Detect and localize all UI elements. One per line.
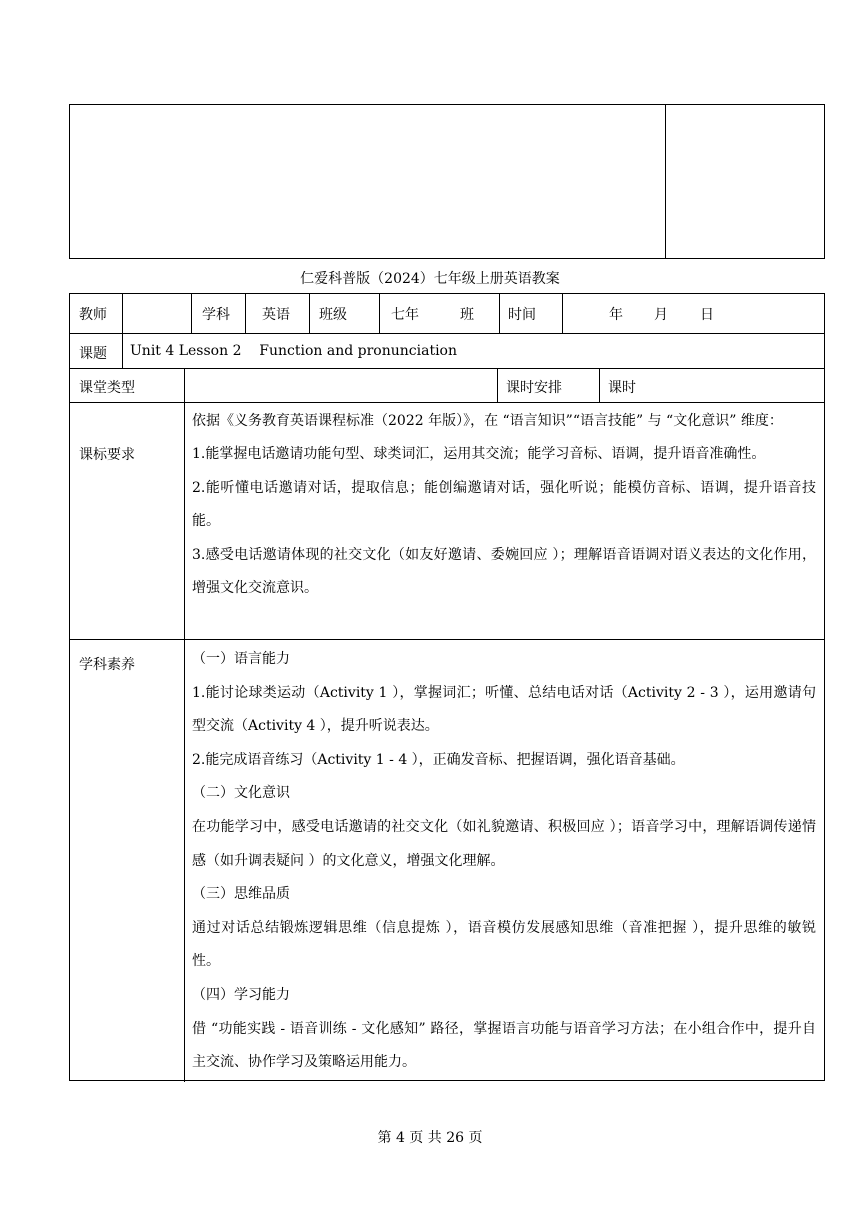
class-suffix: 班 (460, 307, 474, 323)
col-divider (191, 294, 192, 333)
col-divider (497, 368, 498, 402)
lesson-plan-table (69, 293, 825, 1081)
col-divider (122, 333, 123, 368)
literacy-line: 1.能讨论球类运动（Activity 1 ），掌握词汇；听懂、总结电话对话（Activity 2 - 3 ），运用邀请句型交流（Activity 4 ），提升听说表达。 (192, 684, 816, 735)
time-label: 时间 (508, 307, 536, 323)
col-divider (184, 368, 185, 402)
curriculum-line: 3.感受电话邀请体现的社交文化（如友好邀请、委婉回应 ）；理解语音语调对语义表达的文化作用，增强文化交流意识。 (192, 546, 816, 597)
previous-page-table (69, 104, 825, 259)
class-type-label: 课堂类型 (79, 380, 135, 396)
topic-value: Unit 4 Lesson 2 Function and pronunciation (130, 343, 457, 359)
literacy-heading: （一）语言能力 (192, 651, 290, 667)
literacy-line: 借 “功能实践 - 语音训练 - 文化感知” 路径，掌握语言功能与语音学习方法；在小组合作中，提升自主交流、协作学习及策略运用能力。 (192, 1020, 816, 1071)
literacy-heading: （四）学习能力 (192, 986, 290, 1003)
col-divider (562, 294, 563, 333)
month-label: 月 (654, 307, 668, 323)
curriculum-line: 2.能听懂电话邀请对话，提取信息；能创编邀请对话，强化听说；能模仿音标、语调，提升语音技能。 (192, 479, 816, 530)
document-title: 仁爱科普版（2024）七年级上册英语教案 (300, 271, 560, 287)
row-divider (70, 333, 824, 334)
literacy-line: 在功能学习中，感受电话邀请的社交文化（如礼貌邀请、积极回应 ）；语音学习中，理解语调传递情感（如升调表疑问 ）的文化意义，增强文化理解。 (192, 818, 816, 869)
topic-label: 课题 (79, 346, 107, 362)
curriculum-content (192, 405, 816, 605)
literacy-label: 学科素养 (79, 657, 135, 673)
col-divider (499, 294, 500, 333)
literacy-heading: （三）思维品质 (192, 886, 290, 903)
class-label: 班级 (319, 307, 347, 323)
curriculum-label: 课标要求 (79, 447, 135, 463)
literacy-heading: （二）文化意识 (192, 785, 290, 802)
literacy-line: 通过对话总结锻炼逻辑思维（信息提炼 ），语音模仿发展感知思维（音准把握 ），提升思维的敏锐性。 (192, 919, 816, 970)
curriculum-line: 1.能掌握电话邀请功能句型、球类词汇，运用其交流；能学习音标、语调，提升语音准确性。 (192, 446, 766, 463)
literacy-content (192, 643, 816, 1080)
page-footer: 第 4 页 共 26 页 (377, 1130, 483, 1146)
day-label: 日 (700, 307, 714, 323)
schedule-label: 课时安排 (506, 380, 562, 396)
subject-label: 学科 (202, 307, 230, 323)
literacy-line: 2.能完成语音练习（Activity 1 - 4 ），正确发音标、把握语调，强化语音基础。 (192, 751, 685, 768)
col-divider (184, 402, 185, 1082)
period-label: 课时 (608, 380, 636, 396)
curriculum-line: 依据《义务教育英语课程标准（2022 年版）》，在 “语言知识”“语言技能” 与 “文化意识” 维度： (192, 413, 783, 429)
year-label: 年 (609, 307, 623, 323)
teacher-label: 教师 (79, 307, 107, 323)
col-divider (309, 294, 310, 333)
col-divider (379, 294, 380, 333)
col-divider (122, 294, 123, 333)
subject-value: 英语 (262, 307, 290, 323)
col-divider (245, 294, 246, 333)
col-divider (599, 368, 600, 402)
grade-value: 七年 (391, 307, 419, 323)
table-divider (665, 105, 666, 258)
